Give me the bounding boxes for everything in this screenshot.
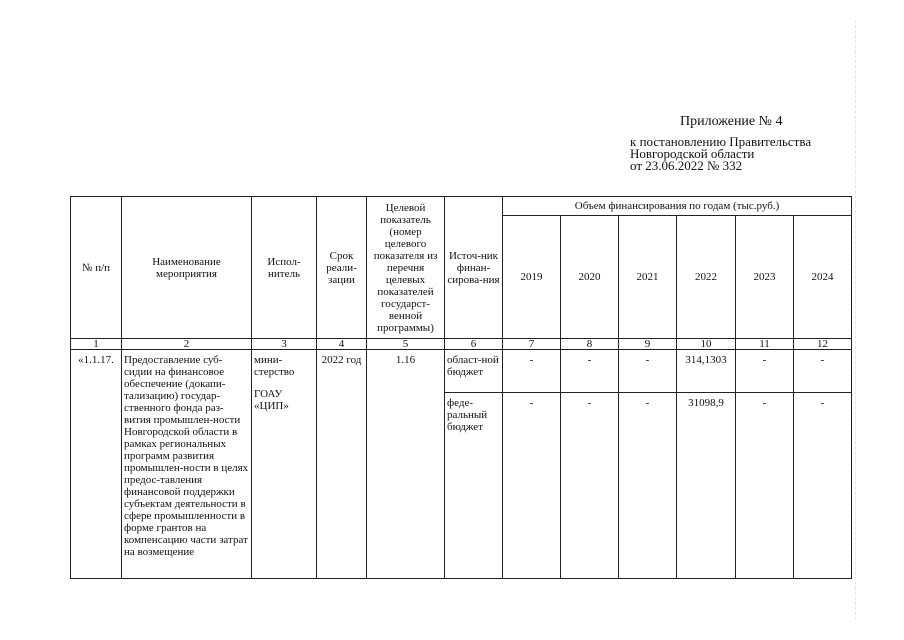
row-number: «1.1.17. bbox=[71, 350, 122, 579]
column-number: 9 bbox=[619, 339, 677, 350]
value-cell: - bbox=[619, 393, 677, 579]
appendix-title: Приложение № 4 bbox=[680, 114, 783, 129]
value-cell: - bbox=[736, 393, 794, 579]
row-executor bbox=[252, 350, 317, 579]
header-line-region: Новгородской области bbox=[630, 146, 755, 161]
value-cell: 31098,9 bbox=[677, 393, 736, 579]
column-number: 10 bbox=[677, 339, 736, 350]
executor-goau: ГОАУ «ЦИП» bbox=[254, 388, 289, 412]
header-name: Наименование мероприятия bbox=[122, 197, 252, 339]
column-number: 12 bbox=[794, 339, 852, 350]
column-number: 8 bbox=[561, 339, 619, 350]
header-funding-group: Объем финансирования по годам (тыс.руб.) bbox=[503, 197, 852, 216]
header-executor: Испол-нитель bbox=[252, 197, 317, 339]
header-year: 2023 bbox=[736, 216, 794, 339]
header-year: 2024 bbox=[794, 216, 852, 339]
executor-ministry: мини-стерство bbox=[254, 354, 295, 378]
value-cell: - bbox=[503, 393, 561, 579]
column-number: 3 bbox=[252, 339, 317, 350]
header-target: Целевой показатель (номер целевого показателя из перечня целевых показателей государст-венной программы) bbox=[367, 197, 445, 339]
value-cell: - bbox=[503, 350, 561, 393]
value-cell: - bbox=[794, 350, 852, 393]
row-source-federal: феде-ральный бюджет bbox=[445, 393, 503, 579]
column-number: 2 bbox=[122, 339, 252, 350]
value-cell: - bbox=[736, 350, 794, 393]
column-number: 6 bbox=[445, 339, 503, 350]
header-line-resolution: к постановлению Правительства bbox=[630, 134, 812, 149]
header-num: № п/п bbox=[71, 197, 122, 339]
value-cell: - bbox=[619, 350, 677, 393]
header-term: Срок реали-зации bbox=[317, 197, 367, 339]
table-row bbox=[71, 350, 852, 393]
value-cell: - bbox=[561, 393, 619, 579]
header-row-1 bbox=[71, 197, 852, 216]
column-number: 5 bbox=[367, 339, 445, 350]
row-target-indicator: 1.16 bbox=[367, 350, 445, 579]
header-source: Источ-ник финан-сирова-ния bbox=[445, 197, 503, 339]
row-activity-name: Предоставление суб-сидии на финансовое обеспечение (докапи-тализацию) государ-ственного фонда раз-вития промышлен-ности Новгородской области в рамках региональных программ развития промышлен-ности в целях предос-тавления финансовой поддержки субъектам деятельности в сфере промышленности в форме грантов на компенсацию части затрат на возмещение bbox=[122, 350, 252, 579]
column-number: 7 bbox=[503, 339, 561, 350]
value-cell: - bbox=[561, 350, 619, 393]
column-number: 11 bbox=[736, 339, 794, 350]
header-year: 2021 bbox=[619, 216, 677, 339]
header-year: 2022 bbox=[677, 216, 736, 339]
row-term: 2022 год bbox=[317, 350, 367, 579]
column-number: 1 bbox=[71, 339, 122, 350]
column-number-row bbox=[71, 339, 852, 350]
header-line-date: от 23.06.2022 № 332 bbox=[630, 158, 743, 173]
value-cell: - bbox=[794, 393, 852, 579]
value-cell: 314,1303 bbox=[677, 350, 736, 393]
row-source-regional: област-ной бюджет bbox=[445, 350, 503, 393]
scan-artifact-line bbox=[855, 20, 856, 620]
header-year: 2019 bbox=[503, 216, 561, 339]
funding-table bbox=[70, 196, 852, 579]
column-number: 4 bbox=[317, 339, 367, 350]
header-year: 2020 bbox=[561, 216, 619, 339]
